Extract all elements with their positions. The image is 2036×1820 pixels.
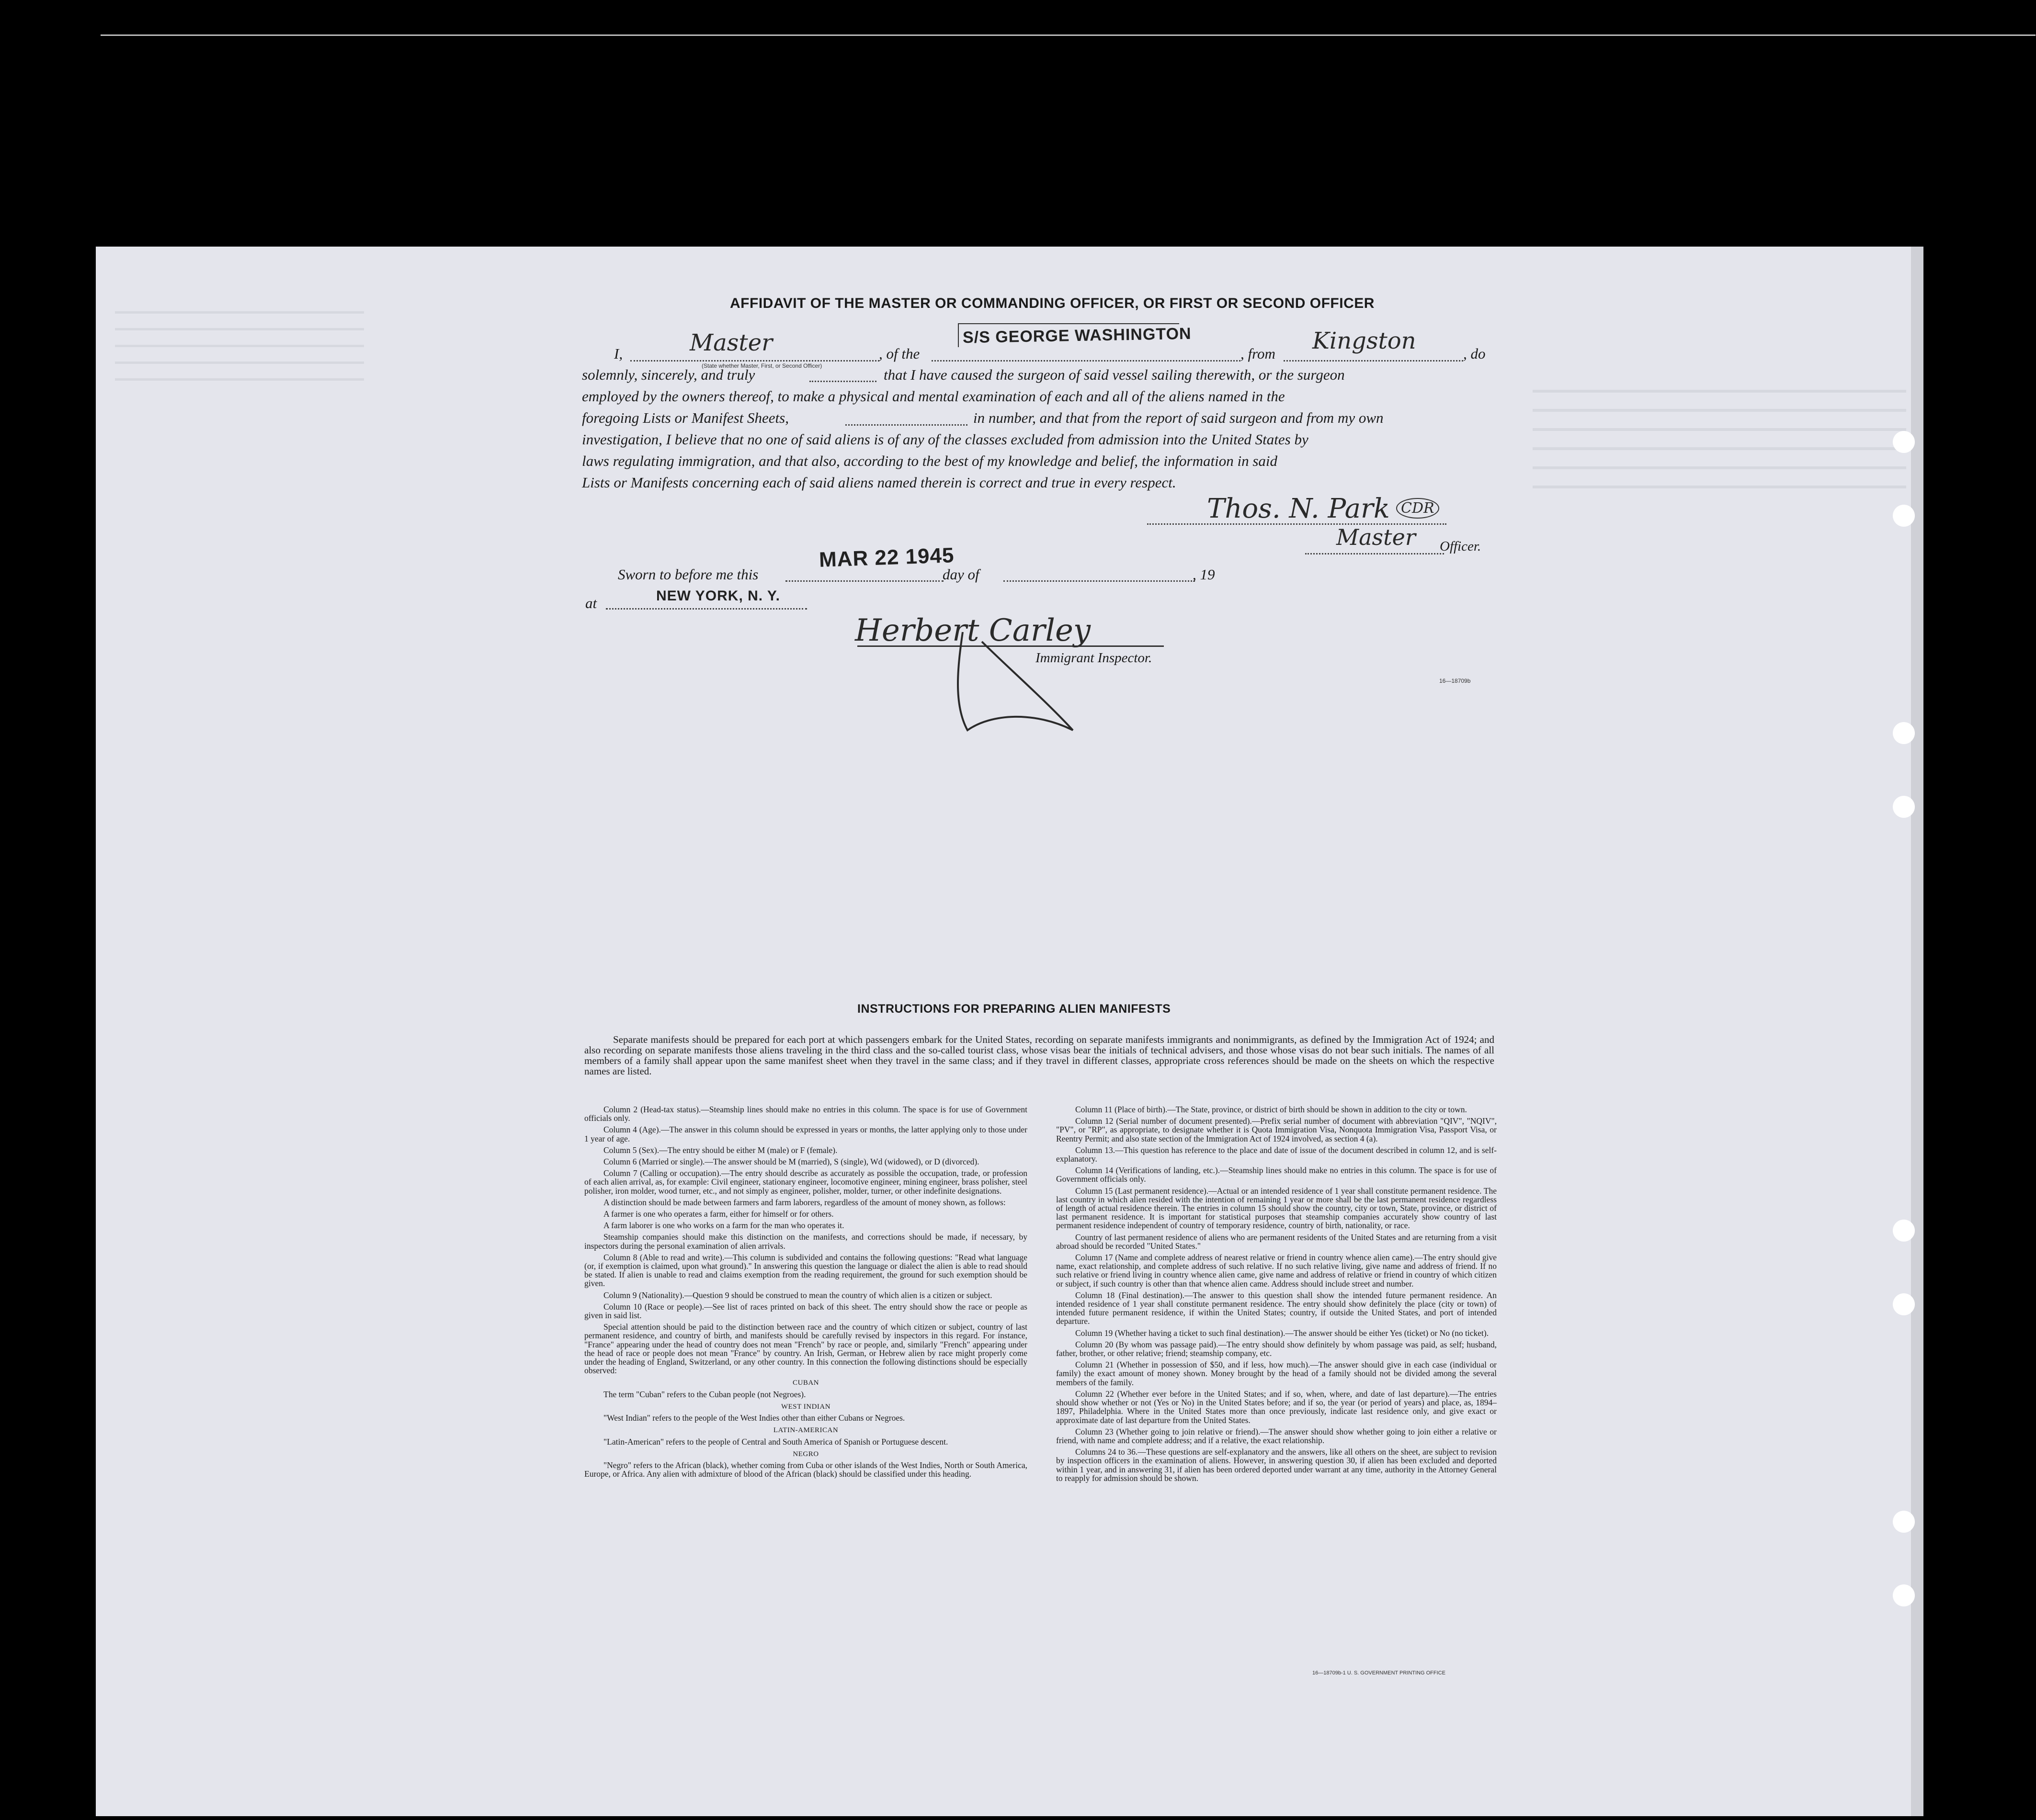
bleed-through-marks xyxy=(115,297,364,383)
oath-line-7: Lists or Manifests concerning each of said aliens named therein is correct and true in every respect. xyxy=(582,474,1176,491)
subheading-latin-american: LATIN-AMERICAN xyxy=(773,1426,839,1435)
subheading-west-indian: WEST INDIAN xyxy=(781,1402,831,1411)
rank-handwritten: Master xyxy=(690,329,773,356)
instruction-paragraph: Column 19 (Whether having a ticket to such final destination).—The answer should be either Yes (ticket) or No (no ticket). xyxy=(1075,1328,1489,1338)
oath-line-4a: foregoing Lists or Manifest Sheets, xyxy=(582,409,789,426)
bleed-through-lines xyxy=(1533,373,1906,488)
page-edge xyxy=(1911,247,1923,1816)
inspector-signature: Herbert Carley xyxy=(855,613,1091,648)
punch-hole xyxy=(1893,505,1915,527)
instruction-paragraph: Column 12 (Serial number of document presented).—Prefix serial number of document with abbreviation "QIV", "NQIV", "PV", or "RP", as appropriate, to designate whether it is Quota Immigration Visa, Nonquota Immigration Visa, Passport Visa, or Reentry Permit; and also state section of the Immigration Act of 1924 involved, as section 4 (a). xyxy=(1056,1116,1497,1143)
do-label: , do xyxy=(1463,345,1486,362)
instruction-paragraph: Column 20 (By whom was passage paid).—The entry should show definitely by whom passage was paid, as self; husband, father, brother, or other relative; friend; steamship company, etc. xyxy=(1056,1339,1497,1358)
instruction-paragraph: Column 17 (Name and complete address of nearest relative or friend in country whence alien came).—The entry should give name, exact relationship, and complete address of such relative. If no such relative living, give name and address of friend. If no such relative or friend living in country whence alien came, give name and address of relative or friend in country of which citizen or subject, if such country is other than that whence alien came. Address should include street and number. xyxy=(1056,1253,1497,1289)
affidavit-title: AFFIDAVIT OF THE MASTER OR COMMANDING OFFICER, OR FIRST OR SECOND OFFICER xyxy=(730,295,1375,311)
punch-hole xyxy=(1893,796,1915,818)
instructions-title: INSTRUCTIONS FOR PREPARING ALIEN MANIFESTS xyxy=(857,1002,1171,1016)
port-handwritten: Kingston xyxy=(1312,328,1416,354)
punch-hole xyxy=(1893,1220,1915,1242)
instruction-paragraph: Column 8 (Able to read and write).—This column is subdivided and contains the following questions: "Read what language (or, if exemption is claimed, upon what ground)." In answering this question the language or dialect the alien is able to read should be stated. If alien is unable to read and claims exemption from the reading requirement, the ground for such exemption should be given. xyxy=(584,1252,1027,1289)
instruction-paragraph: Column 22 (Whether ever before in the United States; and if so, when, where, and date of last departure).—The entries should show whether or not (Yes or No) in the United States before; and if so, the year (or period of years) and place, as, 1894–1897, Philadelphia. Where in the United States more than once previously, indicate last residence only, and give exact or approximate date of last departure from the United States. xyxy=(1056,1389,1497,1425)
subheading-cuban: CUBAN xyxy=(792,1379,819,1387)
vessel-blank xyxy=(932,360,1240,362)
signature-initials: CDR xyxy=(1396,498,1439,519)
instructions-left-column xyxy=(584,1105,1027,1481)
subheading-negro: NEGRO xyxy=(793,1450,819,1458)
instruction-paragraph: Column 4 (Age).—The answer in this column should be expressed in years or months, the latter applying only to those under 1 year of age. xyxy=(584,1125,1027,1143)
year-label: , 19 xyxy=(1193,566,1215,583)
instruction-paragraph: Column 13.—This question has reference to the place and date of issue of the document described in column 12, and is self-explanatory. xyxy=(1056,1145,1497,1164)
instruction-paragraph: Column 21 (Whether in possession of $50, and if less, how much).—The answer should give in each case (individual or family) the exact amount of money shown. Money brought by the head of a family should not be divided among the several members of the family. xyxy=(1056,1360,1497,1387)
instruction-paragraph: A farm laborer is one who works on a farm for the man who operates it. xyxy=(603,1221,844,1231)
inspector-label: Immigrant Inspector. xyxy=(1035,650,1152,666)
from-label: , from xyxy=(1240,345,1275,362)
oath-line-2a: solemnly, sincerely, and truly xyxy=(582,366,755,383)
punch-hole xyxy=(1893,1584,1915,1606)
punch-hole xyxy=(1893,1293,1915,1315)
punch-hole xyxy=(1893,431,1915,453)
punch-hole xyxy=(1893,1511,1915,1533)
signature-flourish xyxy=(953,627,1106,737)
oath-line-6: laws regulating immigration, and that also, according to the best of my knowledge and belief, the information in said xyxy=(582,452,1278,469)
punch-hole xyxy=(1893,722,1915,744)
instruction-paragraph: A farmer is one who operates a farm, either for himself or for others. xyxy=(603,1209,834,1219)
instruction-paragraph: Column 2 (Head-tax status).—Steamship lines should make no entries in this column. The space is for use of Government officials only. xyxy=(584,1105,1027,1123)
instruction-paragraph: Steamship companies should make this distinction on the manifests, and corrections should be made, if necessary, by inspectors during the personal examination of alien arrivals. xyxy=(584,1232,1027,1251)
oath-line-2b: that I have caused the surgeon of said vessel sailing therewith, or the surgeon xyxy=(884,366,1345,383)
of-the-label: , of the xyxy=(879,345,920,362)
scan-top-rule xyxy=(101,34,2036,36)
sworn-month-blank xyxy=(1003,580,1195,582)
affidavit-form-number: 16—18709b xyxy=(1439,678,1471,684)
master-signature: Thos. N. Park xyxy=(1207,493,1390,524)
sworn-date-blank xyxy=(785,580,944,582)
instruction-paragraph: Column 23 (Whether going to join relative or friend).—The answer should show whether going to join either a relative or friend, with name and complete address; and if a relative, the exact relationship. xyxy=(1056,1426,1497,1445)
affidavit-i: I, xyxy=(614,345,623,362)
sworn-date-stamp: MAR 22 1945 xyxy=(819,543,955,572)
vessel-stamp-frame xyxy=(958,323,1179,347)
place-blank xyxy=(606,608,807,610)
rank-blank xyxy=(630,360,879,362)
port-blank xyxy=(1284,360,1463,362)
vessel-name-stamp: S/S GEORGE WASHINGTON xyxy=(962,324,1192,347)
instruction-paragraph: Special attention should be paid to the distinction between race and the country of which citizen or subject, country of last permanent residence, and country of birth, and manifests should be carefully revised by inspectors in this regard. For instance, "France" appearing under the head of country does not mean "French" by race or people, and, similarly "French" appearing under the head of race or people does not mean "France" by country. An Irish, German, or Hebrew alien by race might properly come under the heading of England, Switzerland, or any other country. In this connection the following distinctions should be especially observed: xyxy=(584,1322,1027,1376)
oath-line-4b: in number, and that from the report of said surgeon and from my own xyxy=(973,409,1384,426)
instruction-paragraph: Column 5 (Sex).—The entry should be either M (male) or F (female). xyxy=(603,1145,838,1155)
instruction-paragraph: Column 9 (Nationality).—Question 9 should be construed to mean the country of which alien is a citizen or subject. xyxy=(603,1290,992,1300)
instruction-paragraph: Column 11 (Place of birth).—The State, province, or district of birth should be shown in addition to the city or town. xyxy=(1075,1105,1467,1114)
instructions-intro: Separate manifests should be prepared for each port at which passengers embark for the United States, recording on separate manifests immigrants and nonimmigrants, as defined by the Immigration Act of 1924; and also recording on separate manifests those aliens traveling in the third class and the so-called tourist class, whose visas bear the initials of technical advisers, and those whose visas do not bear such initials. The names of all members of a family shall appear upon the same manifest sheet when they travel in the same class; and if they travel in different classes, appropriate cross references should be made on the sheets on which the respective names are listed. xyxy=(584,1034,1494,1077)
oath-line-3: employed by the owners thereof, to make a physical and mental examination of each and all of the aliens named in the xyxy=(582,388,1285,405)
printing-office-footer: 16—18709b-1 U. S. GOVERNMENT PRINTING OFFICE xyxy=(1312,1670,1445,1676)
oath-blank-1 xyxy=(809,381,876,382)
instruction-paragraph: "Negro" refers to the African (black), whether coming from Cuba or other islands of the West Indies, North or South America, Europe, or Africa. Any alien with admixture of blood of the African (black) should be classified under this heading. xyxy=(584,1460,1027,1479)
instruction-paragraph: Column 15 (Last permanent residence).—Actual or an intended residence of 1 year shall constitute permanent residence. The last country in which alien resided with the intention of remaining 1 year or more shall be the last permanent residence regardless of length of actual residence therein. The entries in column 15 should show the country, city or town, State, province, or district of last permanent residence. It is important for statistical purposes that steamship companies accurately show country of last permanent residence independent of country of temporary residence, country of birth, nationality, or race. xyxy=(1056,1186,1497,1231)
sworn-label: Sworn to before me this xyxy=(618,566,759,583)
at-label: at xyxy=(585,595,597,611)
officer-rank-handwritten: Master xyxy=(1336,524,1416,550)
instruction-paragraph: Column 7 (Calling or occupation).—The entry should describe as accurately as possible the occupation, trade, or profession of each alien arrival, as, for example: Civil engineer, stationary engineer, locomotive engineer, mining engineer, brass polisher, steel polisher, iron molder, wood turner, etc., and not simply as engineer, polisher, molder, turner, or other indefinite designations. xyxy=(584,1168,1027,1196)
instruction-paragraph: The term "Cuban" refers to the Cuban people (not Negroes). xyxy=(603,1389,806,1399)
instruction-paragraph: Column 6 (Married or single).—The answer should be M (married), S (single), Wd (widowed), or D (divorced). xyxy=(603,1157,979,1167)
instruction-paragraph: A distinction should be made between farmers and farm laborers, regardless of the amount of money shown, as follows: xyxy=(603,1197,1006,1207)
instructions-right-column xyxy=(1056,1105,1497,1485)
instruction-paragraph: Country of last permanent residence of aliens who are permanent residents of the United States and are returning from a visit abroad should be recorded "United States." xyxy=(1056,1232,1497,1251)
instruction-paragraph: Column 18 (Final destination).—The answer to this question shall show the intended future permanent residence. An intended residence of 1 year shall constitute permanent residence. The entry should show definitely the place (city or town) of intended future permanent residence, if within the United States; country, if outside the United States, and port of intended departure. xyxy=(1056,1290,1497,1326)
officer-rank-line xyxy=(1305,553,1444,554)
count-blank xyxy=(845,424,967,426)
instruction-paragraph: Columns 24 to 36.—These questions are self-explanatory and the answers, like all others on the sheet, are subject to revision by inspection officers in the examination of aliens. However, in answering question 30, if alien has been excluded and deported within 1 year, and in answering 31, if alien has been ordered deported under warrant at any time, authority in the Attorney General to reapply for admission should be shown. xyxy=(1056,1447,1497,1483)
officer-label: Officer. xyxy=(1440,539,1481,554)
instruction-paragraph: "Latin-American" refers to the people of Central and South America of Spanish or Portuguese descent. xyxy=(603,1436,948,1447)
place-stamp: NEW YORK, N. Y. xyxy=(656,588,780,604)
instruction-paragraph: Column 14 (Verifications of landing, etc.).—Steamship lines should make no entries in this column. The space is for use of Government officials only. xyxy=(1056,1165,1497,1184)
rank-note: (State whether Master, First, or Second Officer) xyxy=(702,362,822,369)
instruction-paragraph: "West Indian" refers to the people of the West Indies other than either Cubans or Negroes. xyxy=(603,1413,905,1423)
day-of-label: day of xyxy=(943,566,979,583)
instruction-paragraph: Column 10 (Race or people).—See list of races printed on back of this sheet. The entry should show the race or people as given in said list. xyxy=(584,1301,1027,1321)
oath-line-5: investigation, I believe that no one of said aliens is of any of the classes excluded from admission into the United States by xyxy=(582,431,1308,448)
